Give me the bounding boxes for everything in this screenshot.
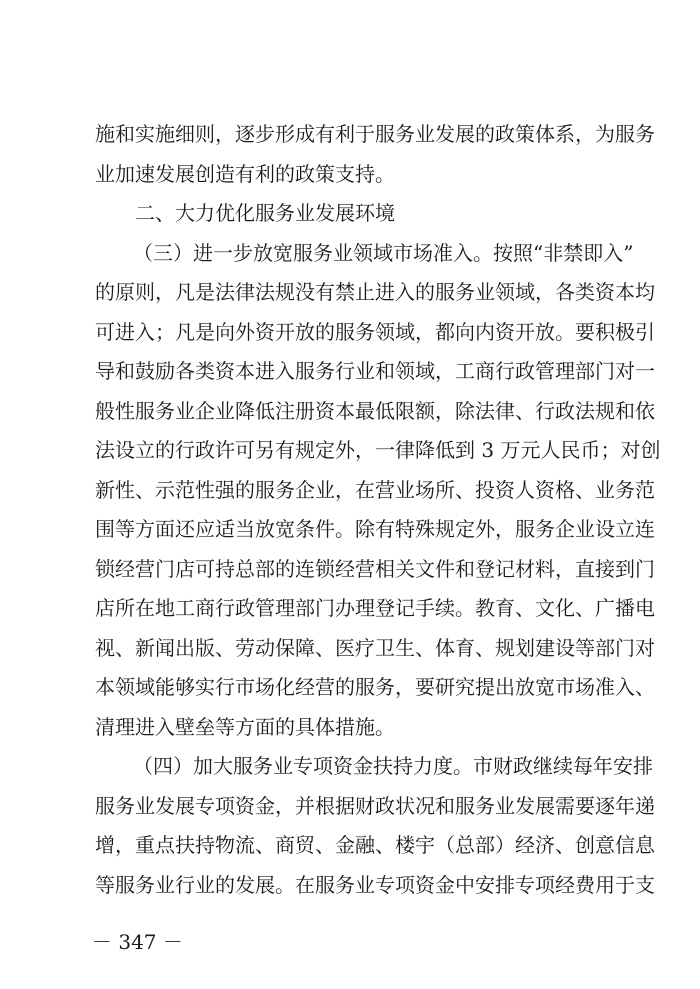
body-line: 的原则，凡是法律法规没有禁止进入的服务业领域，各类资本均 [95, 280, 655, 304]
body-line: 视、新闻出版、劳动保障、医疗卫生、体育、规划建设等部门对 [95, 636, 655, 660]
page-number: － 347 － [92, 930, 183, 954]
section-heading: 二、大力优化服务业发展环境 [135, 201, 395, 225]
body-line: 本领域能够实行市场化经营的服务，要研究提出放宽市场准入、 [95, 675, 655, 699]
body-line: 新性、示范性强的服务企业，在营业场所、投资人资格、业务范 [95, 478, 655, 502]
paragraph-first-line: （三）进一步放宽服务业领域市场准入。按照“非禁即入” [133, 241, 634, 265]
body-line: 等服务业行业的发展。在服务业专项资金中安排专项经费用于支 [95, 873, 655, 897]
body-line: 导和鼓励各类资本进入服务行业和领域，工商行政管理部门对一 [95, 359, 655, 383]
body-line: 服务业发展专项资金，并根据财政状况和服务业发展需要逐年递 [95, 794, 655, 818]
body-line: 法设立的行政许可另有规定外，一律降低到 3 万元人民币；对创 [95, 438, 661, 462]
body-line: 般性服务业企业降低注册资本最低限额，除法律、行政法规和依 [95, 399, 655, 423]
body-line: 施和实施细则，逐步形成有利于服务业发展的政策体系，为服务 [95, 122, 655, 146]
body-line: 锁经营门店可持总部的连锁经营相关文件和登记材料，直接到门 [95, 557, 655, 581]
body-line: 清理进入壁垒等方面的具体措施。 [95, 715, 395, 739]
body-line: 店所在地工商行政管理部门办理登记手续。教育、文化、广播电 [95, 596, 655, 620]
body-line: 业加速发展创造有利的政策支持。 [95, 162, 395, 186]
body-line: 围等方面还应适当放宽条件。除有特殊规定外，服务企业设立连 [95, 517, 655, 541]
body-line: 可进入；凡是向外资开放的服务领域，都向内资开放。要积极引 [95, 320, 655, 344]
body-line: 增，重点扶持物流、商贸、金融、楼宇（总部）经济、创意信息 [95, 833, 655, 857]
paragraph-first-line: （四）加大服务业专项资金扶持力度。市财政继续每年安排 [133, 754, 653, 778]
